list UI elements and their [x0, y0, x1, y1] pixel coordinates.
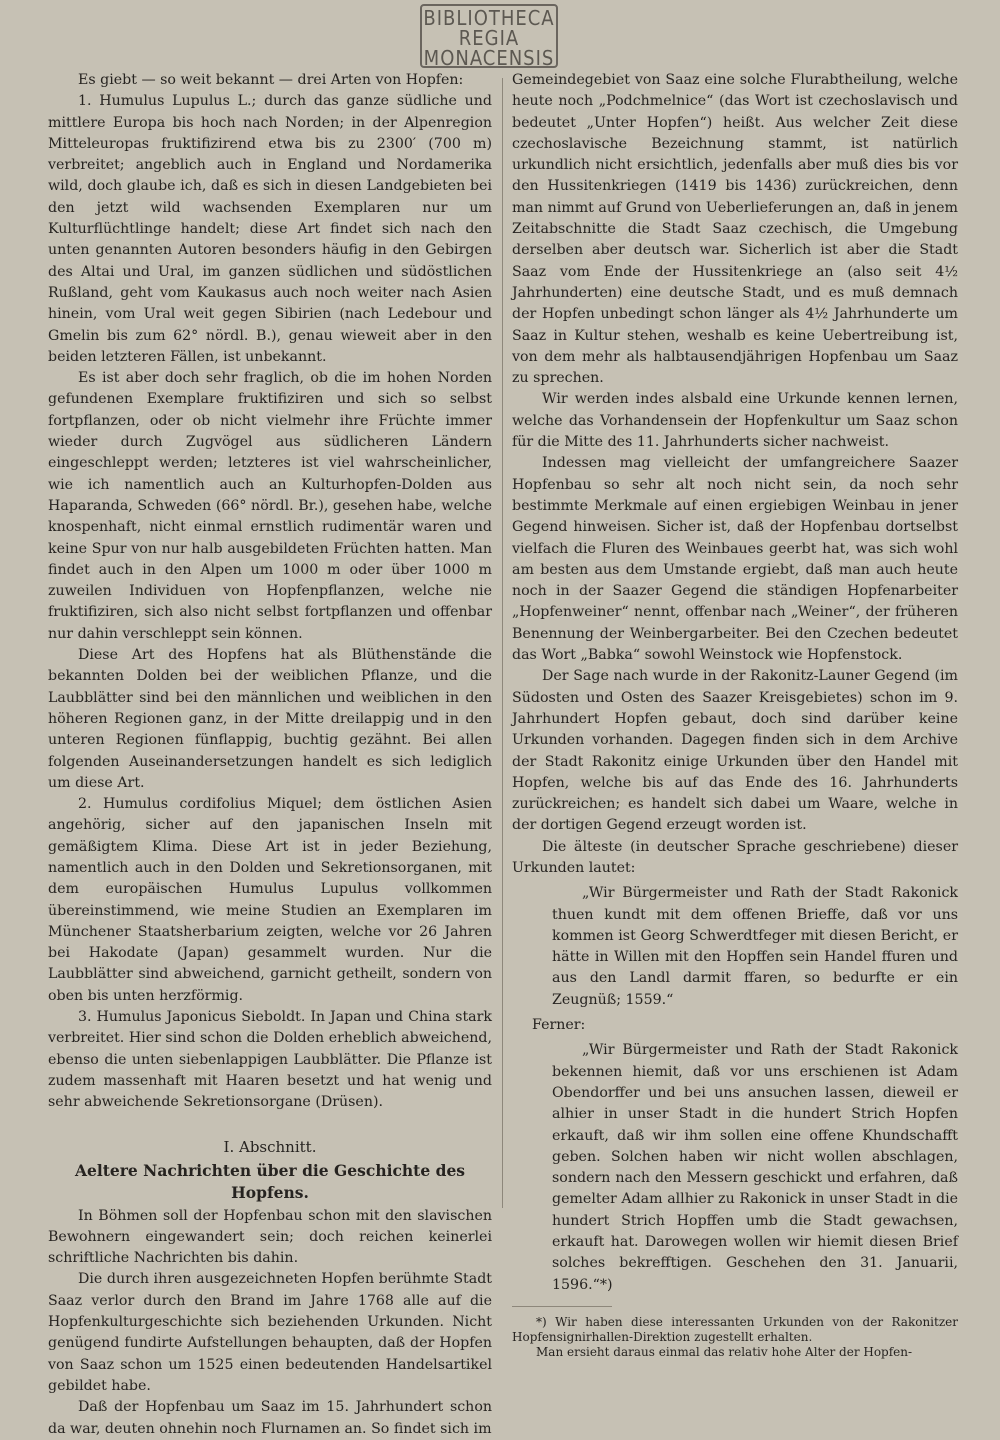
stamp-line: REGIA [458, 26, 520, 50]
left-column [48, 70, 492, 1440]
paragraph: Es ist aber doch sehr fraglich, ob die im hohen Norden gefundenen Exemplare fruktifiziren und sich so selbst fortpflanzen, oder ob nicht vielmehr ihre Früchte immer wieder durch Zugvögel aus südlicheren Ländern eingeschleppt werden; letzteres ist viel wahrscheinlicher, wie ich namentlich auch an Kulturhopfen-Dolden aus Haparanda, Schweden (66° nördl. Br.), gesehen habe, welche knospenhaft, nicht einmal ernstlich rudimentär waren und keine Spur von nur halb ausgebildeten Früchten hatten. Man findet auch in den Alpen um 1000 m oder über 1000 m zuweilen Individuen von Hopfenpflanzen, welche nie fruktifiziren, sich also nicht selbst fortpflanzen und offenbar nur dahin verschleppt sein können. [48, 370, 492, 642]
paragraph: Es giebt — so weit bekannt — drei Arten von Hopfen: [78, 72, 464, 88]
ferner-label: Ferner: [532, 1017, 586, 1034]
footnote: *) Wir haben diese interessanten Urkunden von der Rakonitzer Hopfensignirhallen-Direktion zugestellt erhalten. [512, 1314, 958, 1344]
paragraph: Diese Art des Hopfens hat als Blüthenstände die bekannten Dolden bei der weiblichen Pflanze, und die Laubblätter sind bei den männlichen und weiblichen in den höheren Regionen ganz, in der Mitte dreilappig und in den unteren Regionen fünflappig, buchtig gezähnt. Bei allen folgenden Auseinandersetzungen handelt es sich lediglich um diese Art. [48, 647, 492, 791]
footer-continuation-line: Man ersieht daraus einmal das relativ hohe Alter der Hopfen- [536, 1344, 913, 1359]
paragraph: 3. Humulus Japonicus Sieboldt. In Japan und China stark verbreitet. Hier sind schon die Dolden erheblich abweichend, ebenso die unten siebenlappigen Laubblätter. Die Pflanze ist zudem massenhaft mit Haaren besetzt und hat wenig und sehr abweichende Sekretionsorgane (Drüsen). [48, 1009, 492, 1111]
paragraph: 2. Humulus cordifolius Miquel; dem östlichen Asien angehörig, sicher auf den japanischen Inseln mit gemäßigtem Klima. Diese Art ist in jeder Beziehung, namentlich auch in den Dolden und Sekretionsorganen, mit dem europäischen Humulus Lupulus vollkommen übereinstimmend, wie meine Studien an Exemplaren im Münchener Staatsherbarium zeigten, welche vor 26 Jahren bei Hakodate (Japan) gesammelt wurden. Nur die Laubblätter sind abweichend, garnicht getheilt, sondern von oben bis unten herzförmig. [48, 796, 492, 1004]
library-stamp [420, 4, 558, 68]
stamp-line: BIBLIOTHECA [423, 6, 555, 30]
paragraph: Wir werden indes alsbald eine Urkunde kennen lernen, welche das Vorhandensein der Hopfenkultur um Saaz schon für die Mitte des 11. Jahrhunderts sicher nachweist. [512, 391, 958, 451]
paragraph: Die älteste (in deutscher Sprache geschriebene) dieser Urkunden lautet: [512, 838, 958, 876]
paragraph: Die durch ihren ausgezeichneten Hopfen berühmte Stadt Saaz verlor durch den Brand im Jahre 1768 alle auf die Hopfenkulturgeschichte sich beziehenden Urkunden. Nicht genügend fundirte Aufstellungen behaupten, daß der Hopfen von Saaz schon um 1525 einen bedeutenden Handelsartikel gebildet habe. [48, 1271, 492, 1394]
quote-document-1559: „Wir Bürgermeister und Rath der Stadt Rakonick thuen kundt mit dem offenen Brieffe, daß vor uns kommen ist Georg Schwerdtfeger mit diesen Bericht, er hätte in Willen mit den Hopffen sein Handel ffuren und aus den Landl darmit ffaren, so bedurfte er ein Zeugnüß; 1559.“ [552, 885, 958, 1008]
stamp-line: MONACENSIS [423, 46, 555, 70]
quote-document-1596: „Wir Bürgermeister und Rath der Stadt Rakonick bekennen hiemit, daß vor uns erschienen ist Adam Obendorffer und bei uns ansuchen lassen, dieweil er alhier in unser Stadt in die hundert Strich Hopfen erkauft, daß wir ihm sollen eine offene Khundschafft geben. Solchen haben wir nicht wollen abschlagen, sondern nach den Messern geschickt und erfahren, daß gemelter Adam allhier zu Rakonick in unser Stadt in die hundert Strich Hopffen umb die Stadt gewachsen, erkauft hat. Darowegen wollen wir hiemit diesen Brief solches bekrefftigen. Geschehen den 31. Januarii, 1596.“*) [552, 1042, 958, 1293]
column-divider [502, 78, 503, 1208]
footnote-separator [512, 1306, 612, 1307]
paragraph: Gemeindegebiet von Saaz eine solche Flurabtheilung, welche heute noch „Podchmelnice“ (das Wort ist czechoslavisch und bedeutet „Unter Hopfen“) heißt. Aus welcher Zeit diese czechoslavische Bezeichnung stammt, ist natürlich urkundlich nicht ersichtlich, jedenfalls aber muß dies bis vor den Hussitenkriegen (1419 bis 1436) zurückreichen, denn man nimmt auf Grund von Ueberlieferungen an, daß in jenem Zeitabschnitte die Stadt Saaz czechisch, die Umgebung derselben aber deutsch war. Sicherlich ist aber die Stadt Saaz vom Ende der Hussitenkriege an (also seit 4½ Jahrhunderten) eine deutsche Stadt, und es muß demnach der Hopfen unbedingt schon länger als 4½ Jahrhunderte um Saaz in Kultur stehen, weshalb es keine Uebertreibung ist, von dem mehr als halbtausendjährigen Hopfenbau um Saaz zu sprechen. [512, 72, 958, 387]
paragraph: In Böhmen soll der Hopfenbau schon mit den slavischen Bewohnern eingewandert sein; doch reichen keinerlei schriftliche Nachrichten bis dahin. [48, 1207, 492, 1267]
section-subheading: Aeltere Nachrichten über die Geschichte des Hopfens. [74, 1160, 466, 1202]
right-column [512, 70, 958, 1360]
paragraph: Indessen mag vielleicht der umfangreichere Saazer Hopfenbau so sehr alt noch nicht sein, da noch sehr bestimmte Merkmale auf einen ergiebigen Weinbau in jener Gegend hinweisen. Sicher ist, daß der Hopfenbau dortselbst vielfach die Fluren des Weinbaues geerbt hat, was sich wohl am besten aus dem Umstande ergiebt, daß man auch heute noch in der Saazer Gegend die ständigen Hopfenarbeiter „Hopfenweiner“ nennt, offenbar nach „Weiner“, der früheren Benennung der Weinbergarbeiter. Bei den Czechen bedeutet das Wort „Babka“ sowohl Weinstock wie Hopfenstock. [512, 455, 958, 664]
paragraph: 1. Humulus Lupulus L.; durch das ganze südliche und mittlere Europa bis hoch nach Norden; in der Alpenregion Mitteleuropas fruktifizirend etwa bis zu 2300′ (700 m) verbreitet; angeblich auch in England und Nordamerika wild, doch glaube ich, daß es sich in diesen Landgebieten bei den jetzt wild wachsenden Exemplaren nur um Kulturflüchtlinge handelt; diese Art findet sich nach den unten genannten Autoren besonders häufig in den Gebirgen des Altai und Ural, im ganzen südlichen und südöstlichen Rußland, geht vom Kaukasus auch noch weiter nach Asien hinein, vom Ural weit gegen Sibirien (nach Ledebour und Gmelin bis zum 62° nördl. B.), genau wieweit aber in den beiden letzteren Fällen, ist unbekannt. [48, 93, 492, 365]
paragraph: Daß der Hopfenbau um Saaz im 15. Jahrhundert schon da war, deuten ohnehin noch Flurnamen an. So findet sich im [48, 1399, 492, 1437]
paragraph: Der Sage nach wurde in der Rakonitz-Launer Gegend (im Südosten und Osten des Saazer Kreisgebietes) schon im 9. Jahrhundert Hopfen gebaut, doch sind darüber keine Urkunden vorhanden. Dagegen finden sich in dem Archive der Stadt Rakonitz einige Urkunden über den Handel mit Hopfen, welche bis auf das Ende des 16. Jahrhunderts zurückreichen; es handelt sich dabei um Waare, welche in der dortigen Gegend erzeugt worden ist. [512, 668, 958, 834]
section-heading: I. Abschnitt. [223, 1137, 317, 1156]
